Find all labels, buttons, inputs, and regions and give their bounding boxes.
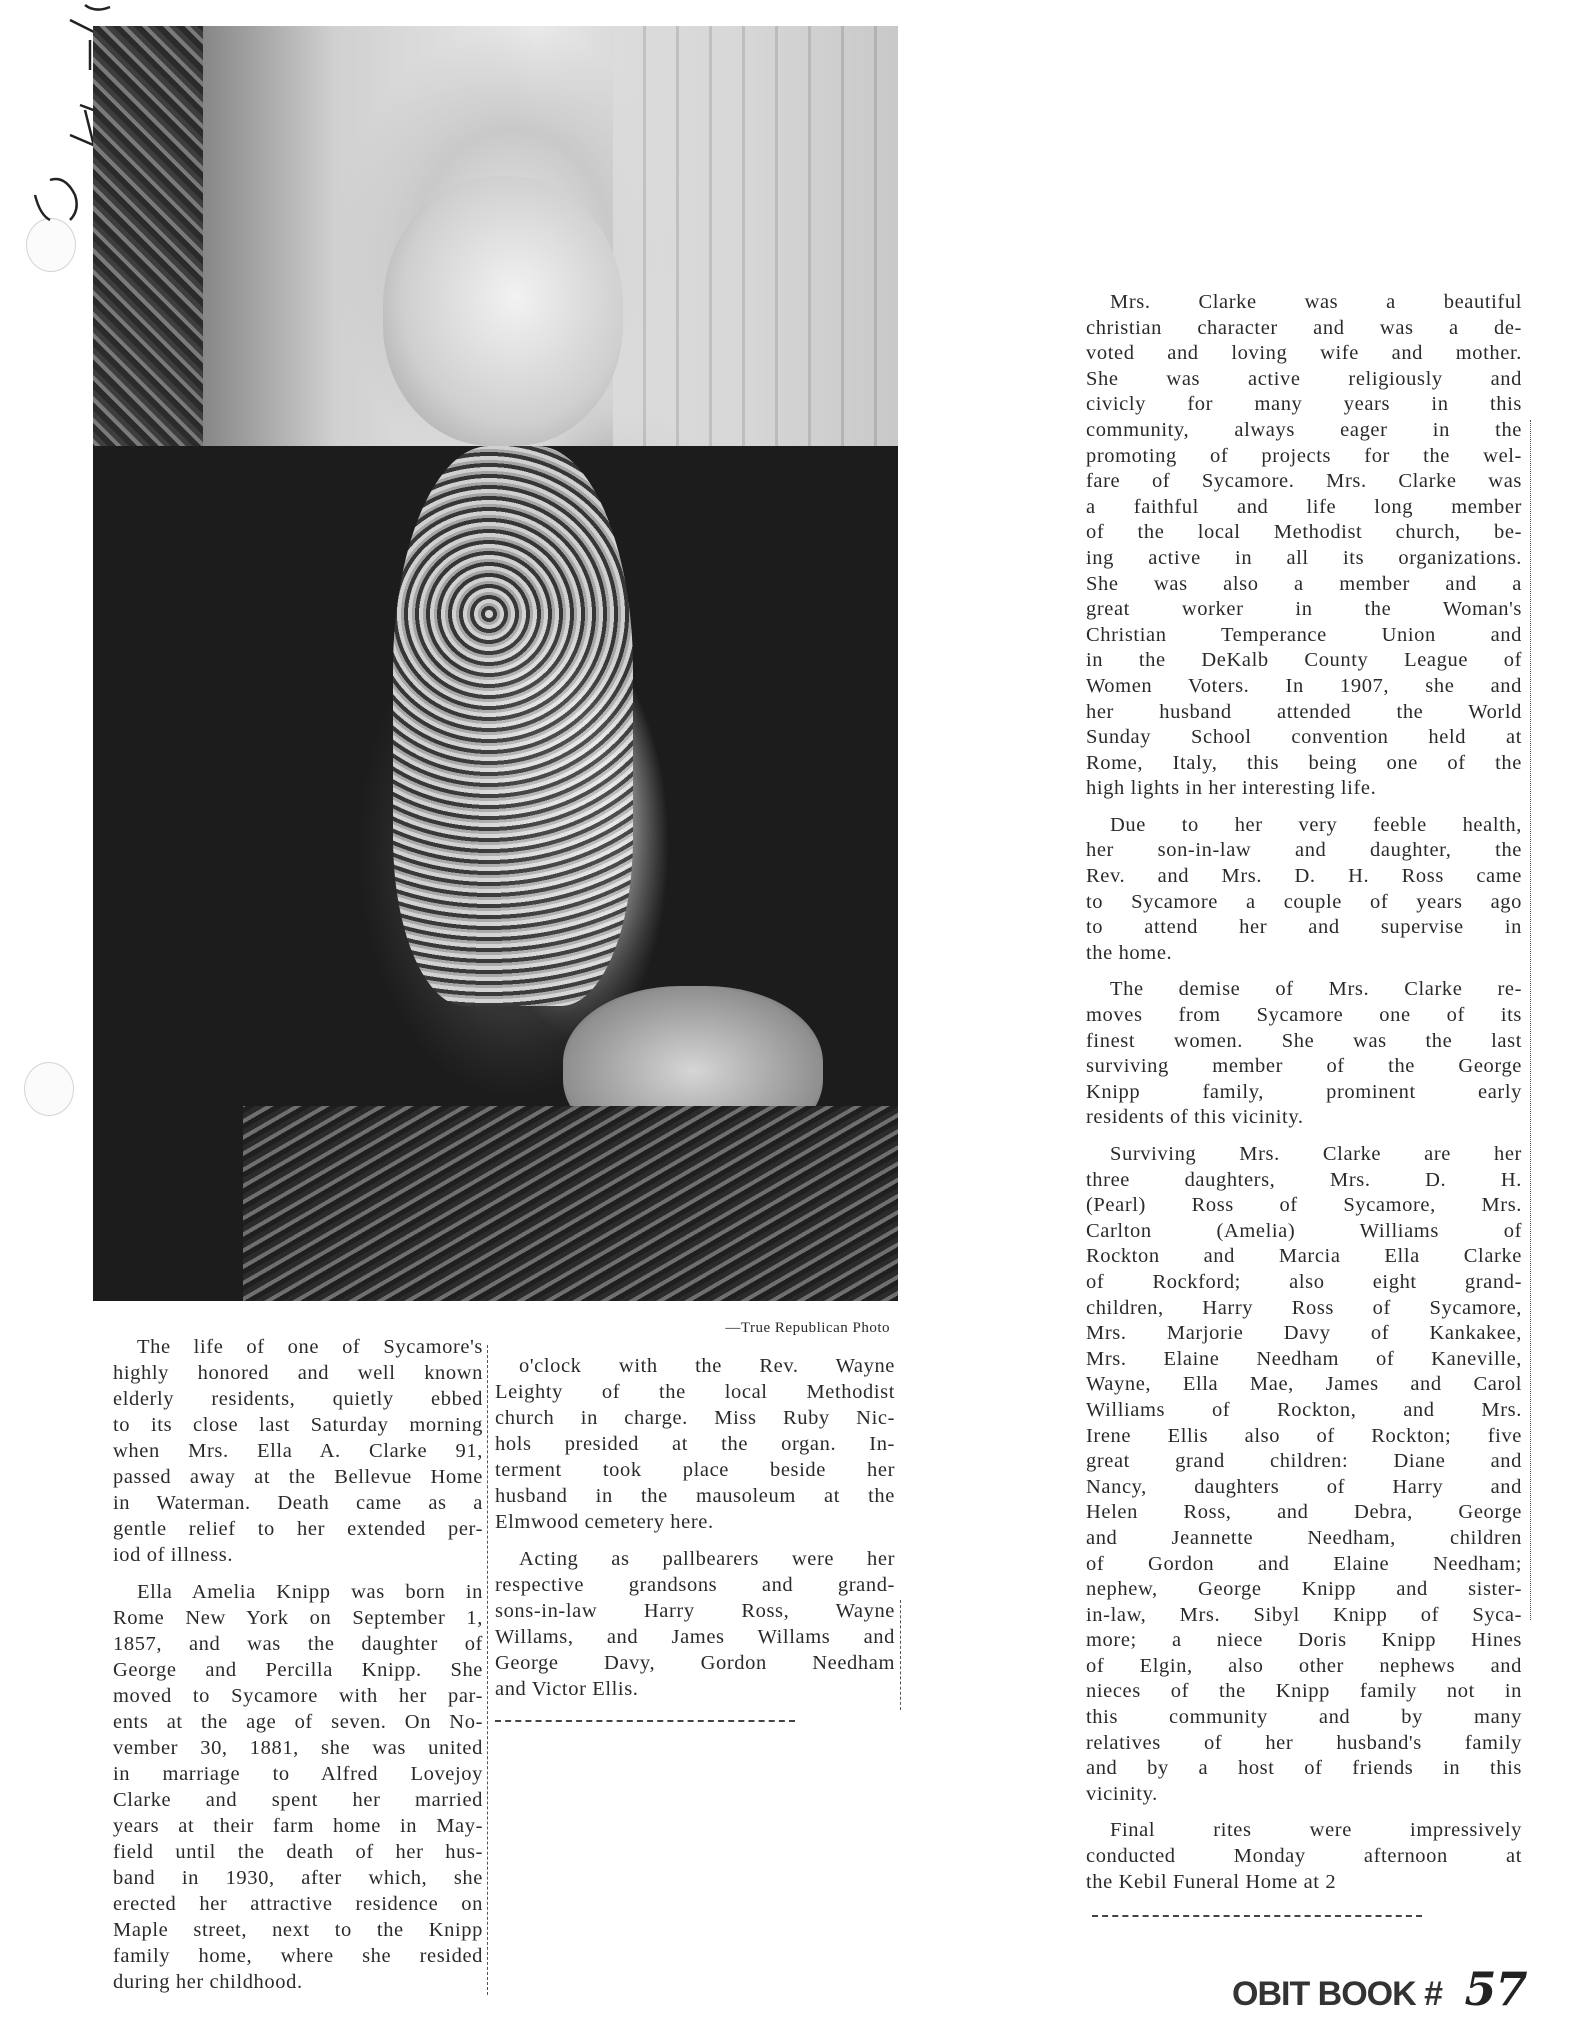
text-line: voted and loving wife and mother. (1086, 342, 1522, 365)
text-line: Mrs. Elaine Needham of Kaneville, (1086, 1347, 1522, 1370)
text-line: conducted Monday afternoon at (1086, 1845, 1522, 1868)
text-line: a faithful and life long member (1086, 495, 1522, 518)
text-line: Irene Ellis also of Rockton; five (1086, 1424, 1522, 1447)
text-line: surviving member of the George (1086, 1055, 1522, 1078)
text-line: Rev. and Mrs. D. H. Ross came (1086, 865, 1522, 888)
text-line: Nancy, daughters of Harry and (1086, 1475, 1522, 1498)
paragraph (1086, 1142, 1522, 1807)
text-line: nephew, George Knipp and sister- (1086, 1578, 1522, 1601)
text-line: highly honored and well known (113, 1362, 483, 1384)
text-line: her son-in-law and daughter, the (1086, 839, 1522, 862)
text-line: moves from Sycamore one of its (1086, 1004, 1522, 1027)
text-line: residents of this vicinity. (1086, 1106, 1304, 1129)
obit-book-number: 57 (1464, 1962, 1527, 2016)
text-line: husband in the mausoleum at the (495, 1485, 895, 1507)
text-line: Elmwood cemetery here. (495, 1511, 714, 1533)
text-line: Rockton and Marcia Ella Clarke (1086, 1245, 1522, 1268)
text-line: Knipp family, prominent early (1086, 1080, 1522, 1103)
text-line: in-law, Mrs. Sibyl Knipp of Syca- (1086, 1603, 1522, 1626)
photo-blouse (393, 446, 633, 1006)
text-line: She was active religiously and (1086, 367, 1522, 390)
paragraph (495, 1546, 895, 1702)
text-line: and Victor Ellis. (495, 1678, 639, 1700)
paragraph (113, 1334, 483, 1568)
text-line: church in charge. Miss Ruby Nic- (495, 1407, 895, 1429)
text-line: Sunday School convention held at (1086, 726, 1522, 749)
article-column-2 (495, 1353, 895, 1713)
text-line: children, Harry Ross of Sycamore, (1086, 1296, 1522, 1319)
photo-lap (243, 1106, 898, 1301)
text-line: o'clock with the Rev. Wayne (519, 1355, 895, 1377)
text-line: ing active in all its organizations. (1086, 546, 1522, 569)
text-line: George Davy, Gordon Needham (495, 1652, 895, 1674)
text-line: christian character and was a de- (1086, 316, 1522, 339)
text-line: vember 30, 1881, she was united (113, 1737, 483, 1759)
text-line: in Waterman. Death came as a (113, 1492, 483, 1514)
text-line: high lights in her interesting life. (1086, 777, 1377, 800)
text-line: iod of illness. (113, 1544, 234, 1566)
text-line: Women Voters. In 1907, she and (1086, 674, 1522, 697)
text-line: Due to her very feeble health, (1110, 813, 1522, 836)
text-line: in the DeKalb County League of (1086, 649, 1522, 672)
article-column-3 (1086, 290, 1522, 1906)
text-line: this community and by many (1086, 1706, 1522, 1729)
portrait-photo (93, 26, 898, 1301)
article-column-1 (113, 1334, 483, 2006)
text-line: nieces of the Knipp family not in (1086, 1680, 1522, 1703)
text-line: the Kebil Funeral Home at 2 (1086, 1870, 1337, 1893)
text-line: Williams of Rockton, and Mrs. (1086, 1398, 1522, 1421)
text-line: in marriage to Alfred Lovejoy (113, 1763, 483, 1785)
punch-hole (24, 1062, 74, 1116)
text-line: civicly for many years in this (1086, 393, 1522, 416)
text-line: Christian Temperance Union and (1086, 623, 1522, 646)
paragraph (1086, 813, 1522, 967)
text-line: Rome, Italy, this being one of the (1086, 751, 1522, 774)
text-line: great worker in the Woman's (1086, 598, 1522, 621)
text-line: Rome New York on September 1, (113, 1607, 483, 1629)
text-line: of Rockford; also eight grand- (1086, 1270, 1522, 1293)
text-line: terment took place beside her (495, 1459, 895, 1481)
text-line: community, always eager in the (1086, 418, 1522, 441)
text-line: Ella Amelia Knipp was born in (137, 1581, 483, 1603)
text-line: of Elgin, also other nephews and (1086, 1654, 1522, 1677)
text-line: sons-in-law Harry Ross, Wayne (495, 1600, 895, 1622)
text-line: of the local Methodist church, be- (1086, 521, 1522, 544)
text-line: and by a host of friends in this (1086, 1757, 1522, 1780)
text-line: when Mrs. Ella A. Clarke 91, (113, 1440, 483, 1462)
text-line: band in 1930, after which, she (113, 1867, 483, 1889)
text-line: moved to Sycamore with her par- (113, 1685, 483, 1707)
text-line: The life of one of Sycamore's (137, 1336, 483, 1358)
photo-credit: —True Republican Photo (725, 1320, 890, 1336)
text-line: Clarke and spent her married (113, 1789, 483, 1811)
text-line: Final rites were impressively (1110, 1819, 1522, 1842)
text-line: passed away at the Bellevue Home (113, 1466, 483, 1488)
text-line: years at their farm home in May- (113, 1815, 483, 1837)
text-line: to attend her and supervise in (1086, 916, 1522, 939)
text-line: three daughters, Mrs. D. H. (1086, 1168, 1522, 1191)
column-divider (900, 1600, 901, 1710)
text-line: Acting as pallbearers were her (519, 1548, 895, 1570)
text-line: to Sycamore a couple of years ago (1086, 890, 1522, 913)
text-line: (Pearl) Ross of Sycamore, Mrs. (1086, 1194, 1522, 1217)
text-line: gentle relief to her extended per- (113, 1518, 483, 1540)
text-line: elderly residents, quietly ebbed (113, 1388, 483, 1410)
text-line: The demise of Mrs. Clarke re- (1110, 978, 1522, 1001)
text-line: vicinity. (1086, 1782, 1158, 1805)
text-line: Mrs. Clarke was a beautiful (1110, 291, 1522, 313)
text-line: relatives of her husband's family (1086, 1731, 1522, 1754)
text-line: Wayne, Ella Mae, James and Carol (1086, 1373, 1522, 1396)
text-line: hols presided at the organ. In- (495, 1433, 895, 1455)
text-line: 1857, and was the daughter of (113, 1633, 483, 1655)
paragraph (113, 1579, 483, 1995)
text-line: during her childhood. (113, 1971, 303, 1993)
text-line: of Gordon and Elaine Needham; (1086, 1552, 1522, 1575)
text-line: She was also a member and a (1086, 572, 1522, 595)
photo-face (383, 176, 623, 446)
text-line: Surviving Mrs. Clarke are her (1110, 1143, 1522, 1165)
text-line: field until the death of her hus- (113, 1841, 483, 1863)
column-divider (1530, 420, 1531, 1620)
text-line: Maple street, next to the Knipp (113, 1919, 483, 1941)
column-divider (487, 1345, 488, 1995)
text-line: great grand children: Diane and (1086, 1450, 1522, 1473)
text-line: and Jeannette Needham, children (1086, 1526, 1522, 1549)
text-line: to its close last Saturday morning (113, 1414, 483, 1436)
text-line: erected her attractive residence on (113, 1893, 483, 1915)
text-line: Mrs. Marjorie Davy of Kankakee, (1086, 1322, 1522, 1345)
paragraph (1086, 977, 1522, 1131)
text-line: Carlton (Amelia) Williams of (1086, 1219, 1522, 1242)
text-line: George and Percilla Knipp. She (113, 1659, 483, 1681)
paragraph (1086, 1818, 1522, 1895)
text-line: respective grandsons and grand- (495, 1574, 895, 1596)
paragraph (495, 1353, 895, 1535)
text-line: fare of Sycamore. Mrs. Clarke was (1086, 470, 1522, 493)
text-line: ents at the age of seven. On No- (113, 1711, 483, 1733)
text-line: Helen Ross, and Debra, George (1086, 1501, 1522, 1524)
text-line: more; a niece Doris Knipp Hines (1086, 1629, 1522, 1652)
text-line: the home. (1086, 941, 1173, 964)
obit-book-label: OBIT BOOK # (1232, 1975, 1443, 2013)
paragraph (1086, 290, 1522, 802)
text-line: finest women. She was the last (1086, 1029, 1522, 1052)
text-line: her husband attended the World (1086, 700, 1522, 723)
article-end-rule (1092, 1915, 1422, 1917)
article-end-rule (495, 1720, 795, 1722)
text-line: Willams, and James Willams and (495, 1626, 895, 1648)
text-line: promoting of projects for the wel- (1086, 444, 1522, 467)
text-line: Leighty of the local Methodist (495, 1381, 895, 1403)
text-line: family home, where she resided (113, 1945, 483, 1967)
obit-book-stamp (1232, 1962, 1527, 2016)
